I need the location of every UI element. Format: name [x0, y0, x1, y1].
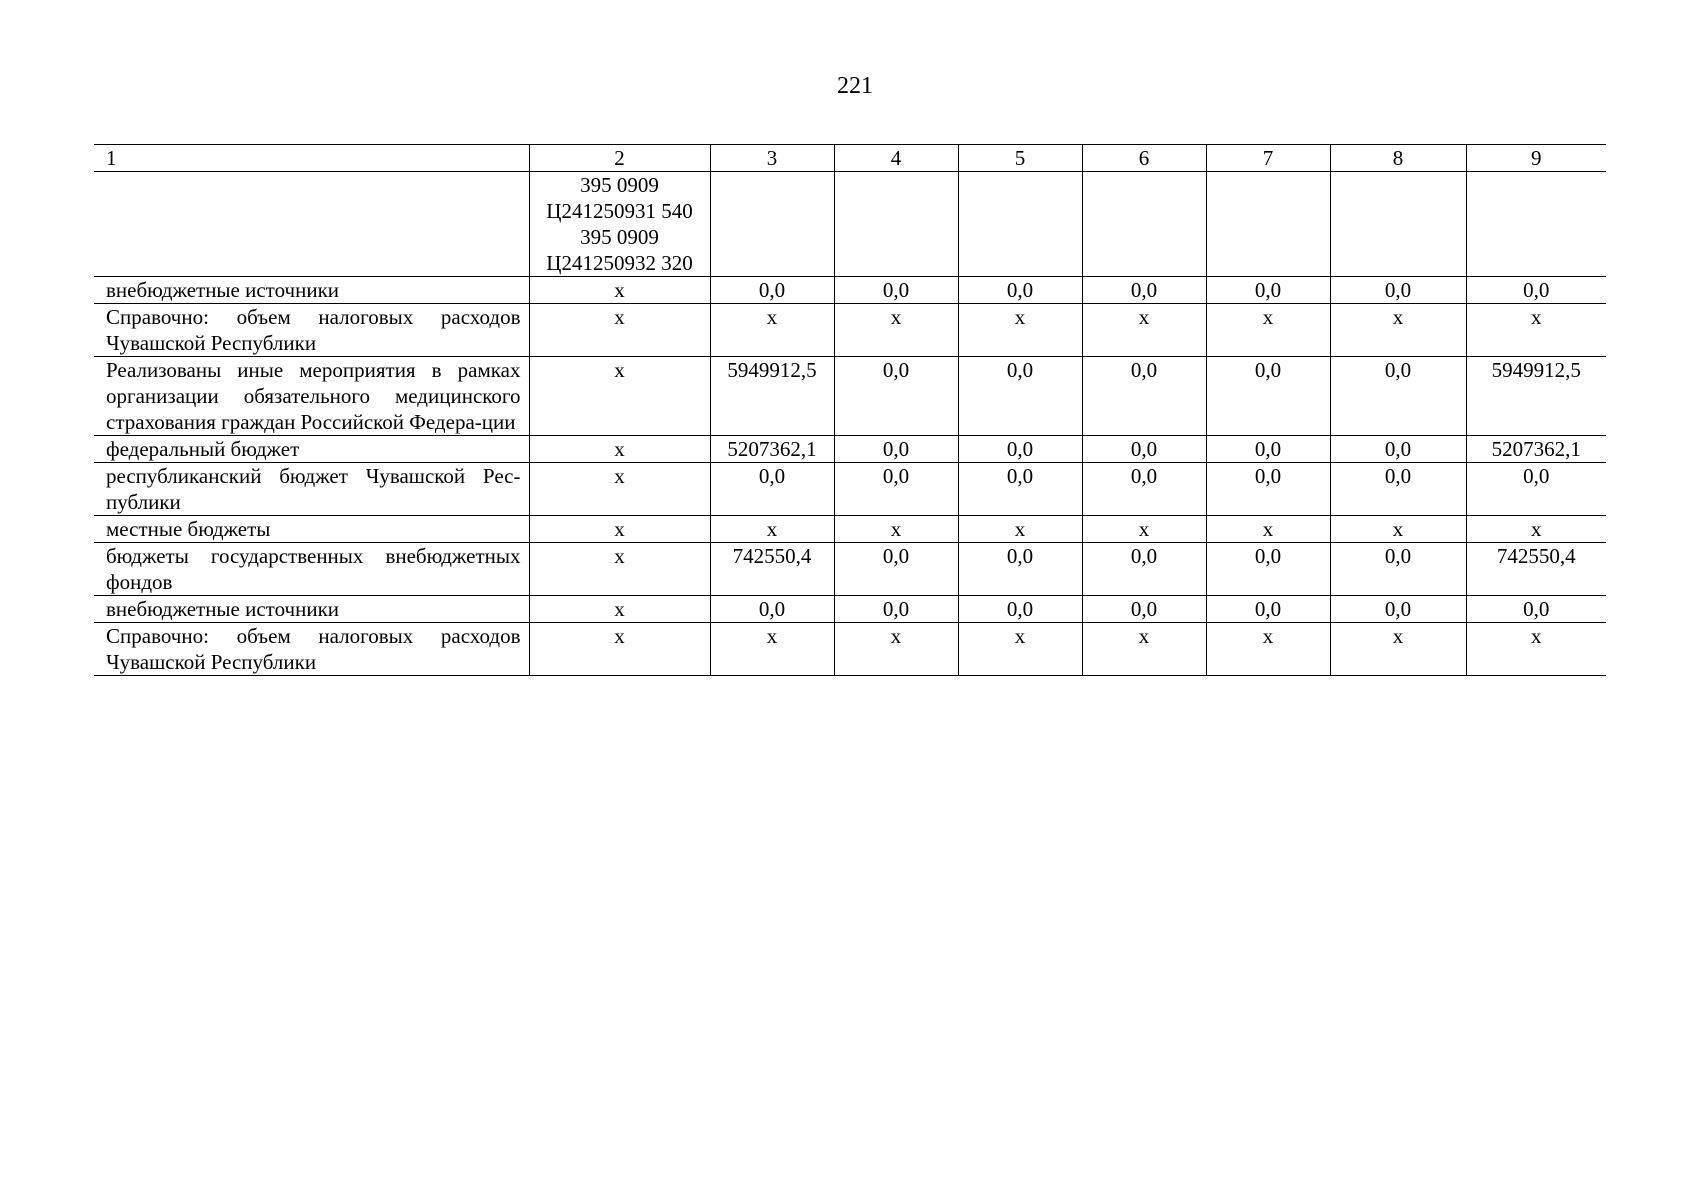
row-label-cell: [94, 172, 529, 277]
header-cell: 3: [710, 145, 834, 172]
value-cell-col-4: x: [834, 304, 958, 357]
value-cell-col-6: x: [1082, 516, 1206, 543]
value-cell-col-5: x: [958, 304, 1082, 357]
value-cell-col-8: 0,0: [1330, 596, 1466, 623]
row-label-cell: федеральный бюджет: [94, 436, 529, 463]
value-cell-col-5: x: [958, 516, 1082, 543]
row-label-cell: бюджеты государственных внебюджетных фондов: [94, 543, 529, 596]
value-cell-col-7: [1206, 172, 1330, 277]
value-cell-col-4: 0,0: [834, 357, 958, 436]
table-row: [94, 277, 1606, 304]
value-cell-col-9: x: [1466, 304, 1606, 357]
budget-code-cell: x: [529, 304, 710, 357]
value-cell-col-7: x: [1206, 304, 1330, 357]
row-label-cell: Справочно: объем налоговых расходов Чувашской Республики: [94, 623, 529, 676]
value-cell-col-5: 0,0: [958, 277, 1082, 304]
value-cell-col-4: 0,0: [834, 277, 958, 304]
value-cell-col-6: 0,0: [1082, 357, 1206, 436]
value-cell-col-8: 0,0: [1330, 543, 1466, 596]
value-cell-col-9: [1466, 172, 1606, 277]
header-cell: 8: [1330, 145, 1466, 172]
value-cell-col-6: 0,0: [1082, 463, 1206, 516]
value-cell-col-8: x: [1330, 516, 1466, 543]
value-cell-col-9: 742550,4: [1466, 543, 1606, 596]
value-cell-col-3: 5207362,1: [710, 436, 834, 463]
value-cell-col-8: [1330, 172, 1466, 277]
value-cell-col-8: 0,0: [1330, 463, 1466, 516]
value-cell-col-3: [710, 172, 834, 277]
value-cell-col-6: 0,0: [1082, 436, 1206, 463]
header-cell: 2: [529, 145, 710, 172]
value-cell-col-8: 0,0: [1330, 277, 1466, 304]
value-cell-col-5: [958, 172, 1082, 277]
budget-code-cell: x: [529, 596, 710, 623]
value-cell-col-9: x: [1466, 516, 1606, 543]
value-cell-col-4: 0,0: [834, 543, 958, 596]
value-cell-col-7: 0,0: [1206, 463, 1330, 516]
row-label-cell: Реализованы иные мероприятия в рамках организации обязательного медицинского страхования граждан Российской Федера-ции: [94, 357, 529, 436]
table-header-row: [94, 145, 1606, 172]
table-row: [94, 623, 1606, 676]
value-cell-col-8: 0,0: [1330, 357, 1466, 436]
budget-code-cell: x: [529, 357, 710, 436]
value-cell-col-6: [1082, 172, 1206, 277]
value-cell-col-4: [834, 172, 958, 277]
value-cell-col-6: x: [1082, 623, 1206, 676]
value-cell-col-8: x: [1330, 623, 1466, 676]
row-label-cell: внебюджетные источники: [94, 596, 529, 623]
table-row: [94, 463, 1606, 516]
budget-code-cell: x: [529, 436, 710, 463]
value-cell-col-9: 5207362,1: [1466, 436, 1606, 463]
value-cell-col-5: 0,0: [958, 463, 1082, 516]
table-row: [94, 543, 1606, 596]
budget-table: [94, 144, 1606, 676]
header-cell: 1: [94, 145, 529, 172]
value-cell-col-3: x: [710, 516, 834, 543]
value-cell-col-9: x: [1466, 623, 1606, 676]
value-cell-col-3: x: [710, 304, 834, 357]
table-row: [94, 436, 1606, 463]
value-cell-col-5: 0,0: [958, 596, 1082, 623]
value-cell-col-7: 0,0: [1206, 436, 1330, 463]
value-cell-col-8: x: [1330, 304, 1466, 357]
value-cell-col-9: 0,0: [1466, 596, 1606, 623]
header-cell: 7: [1206, 145, 1330, 172]
value-cell-col-4: 0,0: [834, 436, 958, 463]
value-cell-col-4: 0,0: [834, 463, 958, 516]
value-cell-col-3: 742550,4: [710, 543, 834, 596]
header-cell: 6: [1082, 145, 1206, 172]
budget-code-cell: x: [529, 463, 710, 516]
table-row: [94, 304, 1606, 357]
budget-code-cell: x: [529, 623, 710, 676]
value-cell-col-4: x: [834, 516, 958, 543]
header-cell: 9: [1466, 145, 1606, 172]
table-row: [94, 596, 1606, 623]
value-cell-col-8: 0,0: [1330, 436, 1466, 463]
table-row: [94, 516, 1606, 543]
budget-code-cell: x: [529, 277, 710, 304]
value-cell-col-5: 0,0: [958, 357, 1082, 436]
value-cell-col-5: x: [958, 623, 1082, 676]
value-cell-col-6: 0,0: [1082, 277, 1206, 304]
value-cell-col-7: x: [1206, 623, 1330, 676]
value-cell-col-7: 0,0: [1206, 357, 1330, 436]
page-number: 221: [837, 73, 873, 99]
value-cell-col-6: 0,0: [1082, 543, 1206, 596]
value-cell-col-9: 0,0: [1466, 277, 1606, 304]
table-row: [94, 357, 1606, 436]
value-cell-col-7: 0,0: [1206, 277, 1330, 304]
budget-code-cell: x: [529, 516, 710, 543]
value-cell-col-7: x: [1206, 516, 1330, 543]
row-label-cell: Справочно: объем налоговых расходов Чувашской Республики: [94, 304, 529, 357]
value-cell-col-7: 0,0: [1206, 543, 1330, 596]
value-cell-col-3: 5949912,5: [710, 357, 834, 436]
row-label-cell: внебюджетные источники: [94, 277, 529, 304]
row-label-cell: республиканский бюджет Чувашской Рес-публики: [94, 463, 529, 516]
value-cell-col-9: 0,0: [1466, 463, 1606, 516]
row-label-cell: местные бюджеты: [94, 516, 529, 543]
table-body: [94, 145, 1606, 676]
value-cell-col-3: 0,0: [710, 596, 834, 623]
value-cell-col-9: 5949912,5: [1466, 357, 1606, 436]
value-cell-col-6: x: [1082, 304, 1206, 357]
header-cell: 4: [834, 145, 958, 172]
header-cell: 5: [958, 145, 1082, 172]
value-cell-col-3: x: [710, 623, 834, 676]
value-cell-col-6: 0,0: [1082, 596, 1206, 623]
table-row: [94, 172, 1606, 277]
budget-code-cell: x: [529, 543, 710, 596]
value-cell-col-4: 0,0: [834, 596, 958, 623]
budget-code-cell: 395 0909 Ц241250931 540 395 0909 Ц241250932 320: [529, 172, 710, 277]
value-cell-col-5: 0,0: [958, 543, 1082, 596]
value-cell-col-3: 0,0: [710, 277, 834, 304]
value-cell-col-5: 0,0: [958, 436, 1082, 463]
value-cell-col-7: 0,0: [1206, 596, 1330, 623]
value-cell-col-3: 0,0: [710, 463, 834, 516]
value-cell-col-4: x: [834, 623, 958, 676]
